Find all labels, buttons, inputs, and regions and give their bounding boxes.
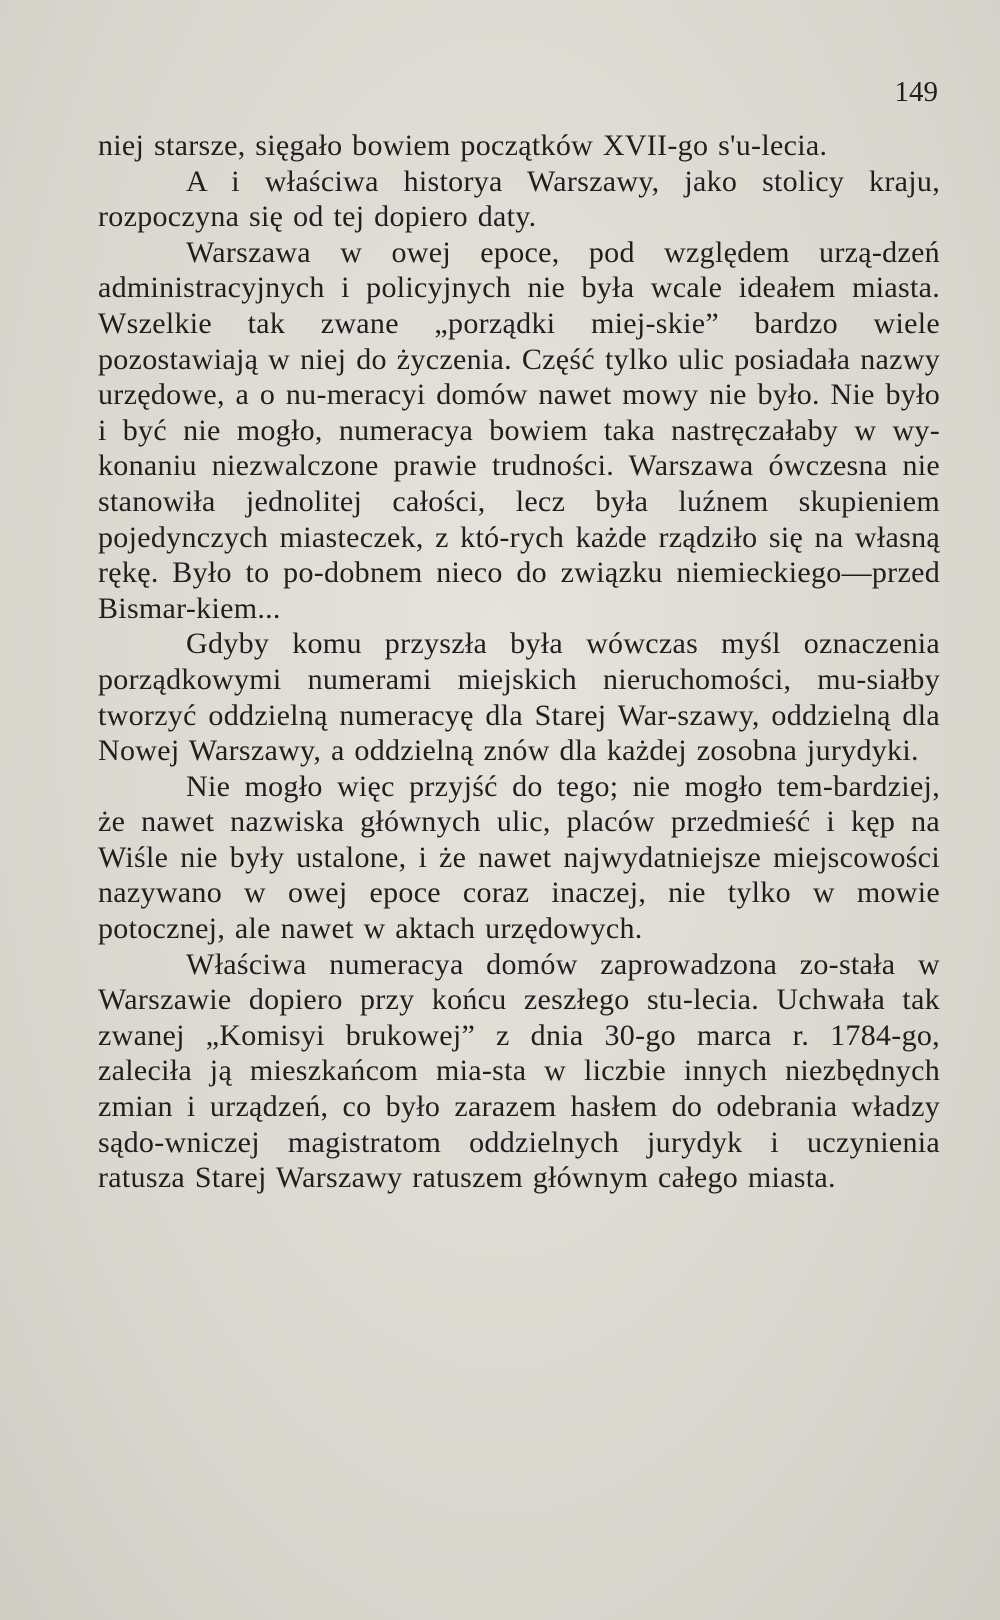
body-text [98, 128, 940, 1196]
paragraph-1: niej starsze, sięgało bowiem początków XVII-go s'u-lecia. [98, 129, 828, 162]
paragraph-5: Nie mogło więc przyjść do tego; nie mogło tem-bardziej, że nawet nazwiska głównych ulic, placów przedmieść i kęp na Wiśle nie były ustalone, i że nawet najwydatniejsze miejscowości nazywano w owej epoce coraz inaczej, nie tylko w mowie potocznej, ale nawet w aktach urzędowych. [98, 769, 940, 946]
paragraph-6: Właściwa numeracya domów zaprowadzona zo-stała w Warszawie dopiero przy końcu zeszłego stu-lecia. Uchwała tak zwanej „Komisyi brukowej” z dnia 30-go marca r. 1784-go, zaleciła ją mieszkańcom mia-sta w liczbie innych niezbędnych zmian i urządzeń, co było zarazem hasłem do odebrania władzy sądo-wniczej magistratom oddzielnych jurydyk i uczynienia ratusza Starej Warszawy ratuszem głównym całego miasta. [98, 947, 940, 1195]
paragraph-2: A i właściwa historya Warszawy, jako stolicy kraju, rozpoczyna się od tej dopiero daty. [98, 164, 940, 234]
paragraph-3: Warszawa w owej epoce, pod względem urzą-dzeń administracyjnych i policyjnych nie była wcale ideałem miasta. Wszelkie tak zwane „porządki miej-skie” bardzo wiele pozostawiają w niej do życzenia. Część tylko ulic posiadała nazwy urzędowe, a o nu-meracyi domów nawet mowy nie było. Nie było i być nie mogło, numeracya bowiem taka nastręczałaby w wy-konaniu niezwalczone prawie trudności. Warszawa ówczesna nie stanowiła jednolitej całości, lecz była luźnem skupieniem pojedynczych miasteczek, z któ-rych każde rządziło się na własną rękę. Było to po-dobnem nieco do związku niemieckiego—przed Bismar-kiem... [98, 235, 940, 625]
page-number: 149 [894, 76, 938, 108]
paragraph-4: Gdyby komu przyszła była wówczas myśl oznaczenia porządkowymi numerami miejskich nieruchomości, mu-siałby tworzyć oddzielną numeracyę dla Starej War-szawy, oddzielną dla Nowej Warszawy, a oddzielną znów dla każdej zosobna jurydyki. [98, 627, 940, 768]
